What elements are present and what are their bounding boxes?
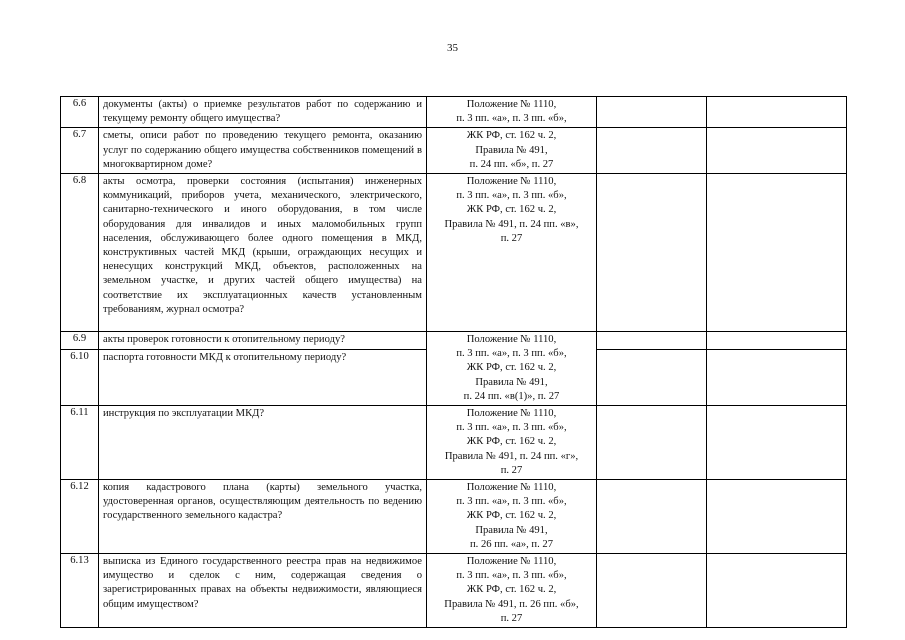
legal-reference-line: ЖК РФ, ст. 162 ч. 2, bbox=[466, 204, 557, 216]
table-row bbox=[61, 174, 847, 332]
document-question: акты проверок готовности к отопительному периоду? bbox=[99, 332, 427, 350]
table-row bbox=[61, 554, 847, 628]
item-number: 6.10 bbox=[61, 350, 99, 406]
document-question: инструкция по эксплуатации МКД? bbox=[99, 406, 427, 480]
item-number: 6.13 bbox=[61, 554, 99, 628]
answer-cell[interactable] bbox=[597, 554, 707, 628]
legal-reference-line: п. 27 bbox=[500, 232, 523, 244]
legal-reference-line: п. 3 пп. «а», п. 3 пп. «б», bbox=[456, 113, 567, 125]
document-question: копия кадастрового плана (карты) земельного участка, удостоверенная органов, осуществляющим деятельность по ведению государственного земельного кадастра? bbox=[99, 480, 427, 554]
document-question: сметы, описи работ по проведению текущего ремонта, оказанию услуг по содержанию общего имущества собственников помещений в многоквартирном доме? bbox=[99, 128, 427, 174]
legal-reference-line: Правила № 491, bbox=[475, 376, 548, 388]
legal-reference-line: п. 24 пп. «б», п. 27 bbox=[469, 158, 554, 170]
legal-reference-line: ЖК РФ, ст. 162 ч. 2, bbox=[466, 436, 557, 448]
document-question: документы (акты) о приемке результатов работ по содержанию и текущему ремонту общего имущества? bbox=[99, 97, 427, 128]
item-number: 6.9 bbox=[61, 332, 99, 350]
legal-reference bbox=[427, 97, 597, 128]
legal-reference-line: Правила № 491, п. 24 пп. «в», bbox=[444, 218, 579, 230]
legal-reference bbox=[427, 332, 597, 406]
note-cell[interactable] bbox=[707, 554, 847, 628]
legal-reference bbox=[427, 480, 597, 554]
answer-cell[interactable] bbox=[597, 480, 707, 554]
document-question: акты осмотра, проверки состояния (испытания) инженерных коммуникаций, приборов учета, механического, электрического, санитарно-технического и иного оборудования, в том числе оборудования для инвалидов и иных маломобильных групп населения, обслуживающего более одного помещения в МКД, конструктивных частей МКД (крыши, ограждающих несущих и ненесущих конструкций МКД, объектов, расположенных на земельном участке, и других частей общего имущества) на соответствие их эксплуатационных качеств установленным требованиям, журнал осмотра? bbox=[99, 174, 427, 332]
legal-reference bbox=[427, 128, 597, 174]
legal-reference-line: п. 27 bbox=[500, 612, 523, 624]
item-number: 6.11 bbox=[61, 406, 99, 480]
legal-reference-line: Правила № 491, п. 26 пп. «б», bbox=[444, 598, 579, 610]
note-cell[interactable] bbox=[707, 480, 847, 554]
legal-reference bbox=[427, 554, 597, 628]
answer-cell[interactable] bbox=[597, 350, 707, 406]
legal-reference-line: Правила № 491, п. 24 пп. «г», bbox=[444, 450, 579, 462]
answer-cell[interactable] bbox=[597, 97, 707, 128]
document-question: выписка из Единого государственного реестра прав на недвижимое имущество и сделок с ним, содержащая сведения о зарегистрированных правах на объекты недвижимости, являющиеся общим имуществом? bbox=[99, 554, 427, 628]
legal-reference-line: Положение № 1110, bbox=[466, 176, 557, 188]
table-row bbox=[61, 128, 847, 174]
table-row bbox=[61, 480, 847, 554]
answer-cell[interactable] bbox=[597, 174, 707, 332]
table-row bbox=[61, 97, 847, 128]
legal-reference-line: ЖК РФ, ст. 162 ч. 2, bbox=[466, 130, 557, 142]
legal-reference-line: Положение № 1110, bbox=[466, 408, 557, 420]
note-cell[interactable] bbox=[707, 406, 847, 480]
note-cell[interactable] bbox=[707, 350, 847, 406]
legal-reference bbox=[427, 174, 597, 332]
legal-reference-line: Правила № 491, bbox=[475, 524, 548, 536]
legal-reference-line: п. 3 пп. «а», п. 3 пп. «б», bbox=[456, 190, 567, 202]
note-cell[interactable] bbox=[707, 332, 847, 350]
legal-reference-line: Правила № 491, bbox=[475, 144, 548, 156]
answer-cell[interactable] bbox=[597, 332, 707, 350]
table-row bbox=[61, 332, 847, 350]
answer-cell[interactable] bbox=[597, 406, 707, 480]
legal-reference-line: Положение № 1110, bbox=[466, 334, 557, 346]
legal-reference-line: п. 24 пп. «в(1)», п. 27 bbox=[463, 390, 560, 402]
item-number: 6.8 bbox=[61, 174, 99, 332]
legal-reference-line: Положение № 1110, bbox=[466, 556, 557, 568]
answer-cell[interactable] bbox=[597, 128, 707, 174]
item-number: 6.6 bbox=[61, 97, 99, 128]
page-number: 35 bbox=[447, 42, 458, 54]
legal-reference bbox=[427, 406, 597, 480]
table-row bbox=[61, 406, 847, 480]
document-question: паспорта готовности МКД к отопительному периоду? bbox=[99, 350, 427, 406]
legal-reference-line: п. 27 bbox=[500, 464, 523, 476]
item-number: 6.7 bbox=[61, 128, 99, 174]
legal-reference-line: ЖК РФ, ст. 162 ч. 2, bbox=[466, 510, 557, 522]
legal-reference-line: ЖК РФ, ст. 162 ч. 2, bbox=[466, 362, 557, 374]
note-cell[interactable] bbox=[707, 174, 847, 332]
legal-reference-line: п. 3 пп. «а», п. 3 пп. «б», bbox=[456, 422, 567, 434]
legal-reference-line: п. 3 пп. «а», п. 3 пп. «б», bbox=[456, 570, 567, 582]
legal-reference-line: ЖК РФ, ст. 162 ч. 2, bbox=[466, 584, 557, 596]
legal-reference-line: п. 3 пп. «а», п. 3 пп. «б», bbox=[456, 496, 567, 508]
checklist-table bbox=[60, 96, 847, 628]
legal-reference-line: Положение № 1110, bbox=[466, 99, 557, 110]
note-cell[interactable] bbox=[707, 128, 847, 174]
legal-reference-line: п. 26 пп. «а», п. 27 bbox=[470, 538, 553, 550]
note-cell[interactable] bbox=[707, 97, 847, 128]
legal-reference-line: Положение № 1110, bbox=[466, 482, 557, 494]
item-number: 6.12 bbox=[61, 480, 99, 554]
legal-reference-line: п. 3 пп. «а», п. 3 пп. «б», bbox=[456, 348, 567, 360]
